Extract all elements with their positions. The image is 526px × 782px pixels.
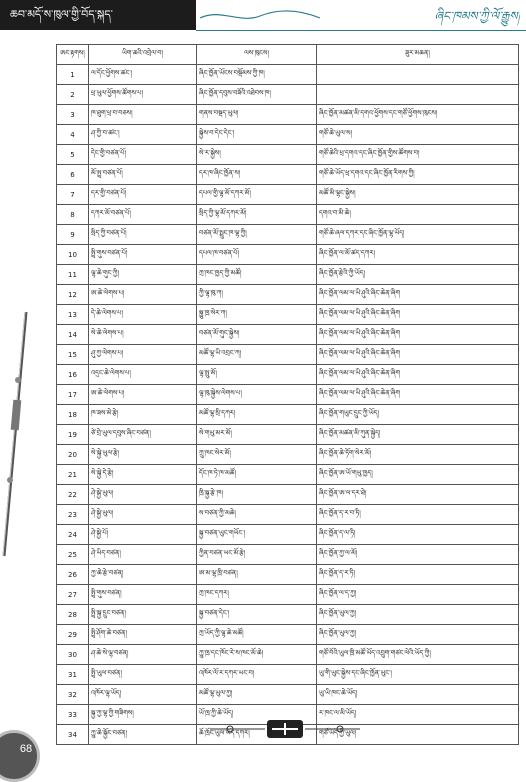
cell-number: 8: [57, 205, 89, 225]
cell-number: 2: [57, 85, 89, 105]
table-row: [57, 545, 519, 565]
cell-office: ཀྲ་ཁང་དཀར།: [197, 585, 317, 605]
cell-document: དེང་གྱི་བཙན་པོ།: [89, 145, 197, 165]
cell-office: དོང་ཁ་ཏེ་ཁ་མཚོ།: [197, 465, 317, 485]
cell-remarks: ཡུ་གི་ཡུང་སྐྱེས་དང་ཞིང་ཁྱོན་ཡུང་།: [317, 665, 519, 685]
cell-remarks: གཙོ་ཆེ་ཡོད་ཕྲ་དགའ་དང་ཞིང་ཁྱོན་རིགས་ཀྱི།: [317, 165, 519, 185]
header-divider: [196, 30, 526, 31]
cell-number: 17: [57, 385, 89, 405]
cell-office: དར་ཁ་ཞིང་ཁྱོན་ས།: [197, 165, 317, 185]
cell-number: 31: [57, 665, 89, 685]
cell-number: 16: [57, 365, 89, 385]
cell-remarks: ཞིང་ཁྱོན་ཡུལ་ཀྱ།: [317, 625, 519, 645]
cell-remarks: ཞིང་ཁྱོན་ཡུལ་ཀྱ།: [317, 605, 519, 625]
cell-number: 22: [57, 485, 89, 505]
cell-number: 30: [57, 645, 89, 665]
cell-office: སྐྱ་བཙན་ཡུང་གཡོང་།: [197, 525, 317, 545]
cell-number: 7: [57, 185, 89, 205]
cell-office: སེ་ར་སྐྱེས།: [197, 145, 317, 165]
cell-remarks: [317, 85, 519, 105]
cell-document: ཀྱ་ཆེ་རྩེ་བཙན།: [89, 565, 197, 585]
cell-remarks: མཚོ་མི་ལྷང་སྐྱེས།: [317, 185, 519, 205]
cell-remarks: ཞིང་ཁྱོན་ལམ་ལ་ཡི་ཤུའི་ཞིང་ཆེན་ཞིག: [317, 385, 519, 405]
table-row: [57, 405, 519, 425]
table-row: [57, 65, 519, 85]
cell-number: 4: [57, 125, 89, 145]
cell-number: 1: [57, 65, 89, 85]
table-row: [57, 525, 519, 545]
cell-office: དཔལ་གྱི་ལྷ་མོ་དཀར་མོ།: [197, 185, 317, 205]
table-row: [57, 625, 519, 645]
cell-office: མཚོ་ལྷ་སྲི་དཀར།: [197, 405, 317, 425]
cell-document: འཁོར་ལྷ་ཡོད།: [89, 685, 197, 705]
cell-number: 12: [57, 285, 89, 305]
table-row: [57, 685, 519, 705]
table-row: [57, 605, 519, 625]
cell-remarks: ཞིང་ཁྱོན་ཨ་ཡོ་གཡུ་ཁྱད།: [317, 465, 519, 485]
cell-document: སྤྲི་གུས་བཙན།: [89, 585, 197, 605]
document-table: [56, 44, 519, 745]
header-remarks: ཟུར་མཆན།: [317, 45, 519, 65]
cell-office: ལྷ་སྤུ་མོ།: [197, 365, 317, 385]
table-row: [57, 665, 519, 685]
cell-office: མཚོ་ལྷ་ཡི་འབྲང་ཀ།: [197, 345, 317, 365]
cell-document: ཕྲ་ཡུལ་ཕྱོགས་ཚོགས་པ།: [89, 85, 197, 105]
cell-number: 11: [57, 265, 89, 285]
cell-remarks: [317, 65, 519, 85]
cell-office: ཀྲ་ཡོད་ཀྱི་ལྷ་ཆེ་མཚོ།: [197, 625, 317, 645]
table-row: [57, 465, 519, 485]
table-row: [57, 645, 519, 665]
cell-document: སྲིད་ཀྱི་བཙན་པོ།: [89, 225, 197, 245]
cell-office: ས་བཙན་ཀྱི་མཆེ།: [197, 505, 317, 525]
table-row: [57, 425, 519, 445]
cell-office: ཆོ་ཁྲོང་ཡུལ་ཡོད་དཀར།: [197, 725, 317, 745]
table-row: [57, 185, 519, 205]
cell-office: བཙན་མོ་སྤྲུང་ཁ་ལྷ་ཀྱི།: [197, 225, 317, 245]
cell-remarks: ཞིང་ཁྱོན་ཆེ་ཏོག་སེར་མོ།: [317, 445, 519, 465]
table-row: [57, 345, 519, 365]
page-number: 68: [19, 743, 33, 755]
table-row: [57, 325, 519, 345]
pen-ornament-icon: [0, 310, 30, 560]
cell-number: 20: [57, 445, 89, 465]
header-document: ཡིག་ཆའི་འབྲེལ་བ།: [89, 45, 197, 65]
cell-number: 9: [57, 225, 89, 245]
cell-document: སྤྲི་གུས་བཙན་པོ།: [89, 245, 197, 265]
table-row: [57, 165, 519, 185]
cell-remarks: ཞིང་ཁྱོན་ལམ་ལ་ཡི་ཤུའི་ཞིང་ཆེན་ཞིག: [317, 285, 519, 305]
cell-remarks: ཞིང་ཁྱོན་གཡུང་དྲུང་ཀྱི་ཡོད།: [317, 405, 519, 425]
cell-document: ཤ་ཀྱི་བ་ཚང་།: [89, 125, 197, 145]
cell-number: 29: [57, 625, 89, 645]
cell-document: སྐྱ་ཀྱ་ལྷ་ཀྱི་གཟིགས།: [89, 705, 197, 725]
cell-office: སྲིད་ཀྱི་ལྷ་མོ་དཀར་མོ།: [197, 205, 317, 225]
header-swirl-ornament: [200, 8, 320, 24]
cell-remarks: ཞིང་ཁྱོན་ལམ་ལ་ཡི་ཤུའི་ཞིང་ཆེན་ཞིག: [317, 305, 519, 325]
cell-remarks: ཞིང་ཁྱོན་ལ་མོ་ཚད་དཀར།: [317, 245, 519, 265]
cell-remarks: གཙོ་ཆེ་ཞལ་དཀར་དང་ཞིང་ཁྱོན་ལྷ་ཡོད།: [317, 225, 519, 245]
cell-number: 5: [57, 145, 89, 165]
table-row: [57, 585, 519, 605]
table-row: [57, 385, 519, 405]
cell-office: ཀྱུ་ཁྲ་དང་ཁོང་རེ་ས་ཁང་མོ་ཆེ།: [197, 645, 317, 665]
cell-document: ཁ་ཐུག་ཕྲ་བ་བཅས།: [89, 105, 197, 125]
cell-number: 33: [57, 705, 89, 725]
table-row: [57, 445, 519, 465]
table-row: [57, 505, 519, 525]
cell-document: ཤེ་སྐྱེ་པོ།: [89, 525, 197, 545]
cell-number: 26: [57, 565, 89, 585]
cell-office: ཀྲུ་ཁང་སེར་མོ།: [197, 445, 317, 465]
cell-office: ལྷ་ཁུ་སྐྱེས་ལེགས་པ།: [197, 385, 317, 405]
table-header-row: [57, 45, 519, 65]
cell-remarks: ཞིང་ཁྱོན་ལམ་ལ་ཡི་ཤུའི་ཞིང་ཆེན་ཞིག: [317, 345, 519, 365]
cell-document: ཁ་ཟས་མེ་རྩེ།: [89, 405, 197, 425]
cell-office: ཀྲ་ཁང་ཁྱད་ཀྱི་མཚོ།: [197, 265, 317, 285]
cell-number: 13: [57, 305, 89, 325]
cell-document: ཤུ་ཀྱ་ལེགས་པ།: [89, 345, 197, 365]
header-title-left: ཆབ་མདོ་ས་ཁུལ་གྱི་བོད་སྐད་: [0, 0, 196, 30]
table-row: [57, 565, 519, 585]
cell-document: ཀྱུ་ཆེ་སྐྱོང་བཙན།: [89, 725, 197, 745]
footer-ornament: [210, 718, 360, 740]
cell-number: 23: [57, 505, 89, 525]
cell-office: ཀྱིན་བཙན་ཡང་མོ་རྩེ།: [197, 545, 317, 565]
cell-remarks: ར་ཁང་ལ་མི་ཡོད།: [317, 705, 519, 725]
header-number: ཨང་རྟགས།: [57, 45, 89, 65]
cell-remarks: ཞིང་ཁྱོན་ད་ར་ཏི།: [317, 565, 519, 585]
cell-remarks: ཞིང་ཁྱོན་རྩེའི་ཀྱི་ཡོད།: [317, 265, 519, 285]
cell-document: ཨ་ཆེ་ལེགས་པ།: [89, 385, 197, 405]
table-row: [57, 225, 519, 245]
cell-remarks: ཞིང་ཁྱོན་ཨ་ལ་དར་ཐེ།: [317, 485, 519, 505]
cell-remarks: ཞིང་ཁྱོན་ད་ལ་ཏི།: [317, 525, 519, 545]
cell-remarks: ཞིང་ཁྱོན་མཚན་མི་ཀུན་སྐྱེད།: [317, 425, 519, 445]
table-row: [57, 485, 519, 505]
cell-document: སྤྲི་ཡུལ་བཙན།: [89, 665, 197, 685]
cell-office: བཙན་མོ་གུང་སྐྱེས།: [197, 325, 317, 345]
cell-remarks: ཡུ་ཡི་ཁང་ཆེ་ཡོད།: [317, 685, 519, 705]
cell-document: མོ་སྤྲ་བཙན་པོ།: [89, 165, 197, 185]
cell-office: ཞིང་ཁྱོན་ཡོངས་བསྡོམས་ཀྱི་ཁ།: [197, 65, 317, 85]
table-row: [57, 245, 519, 265]
cell-remarks: གཙོ་ཆེའི་ཕྲ་དགའ་དང་ཞིང་ཁྱོན་གྱིས་ཚོགས་བ།: [317, 145, 519, 165]
cell-number: 28: [57, 605, 89, 625]
cell-number: 24: [57, 525, 89, 545]
cell-office: སྐྱུ་ཁྲ་སེར་ཀ།: [197, 305, 317, 325]
cell-remarks: གཙོ་ཆེ་ཡུལ་ས།: [317, 125, 519, 145]
cell-number: 18: [57, 405, 89, 425]
table-row: [57, 105, 519, 125]
cell-office: གནས་བསྡད་ཡུལ།: [197, 105, 317, 125]
cell-office: སྐྱ་བཙན་དེང་།: [197, 605, 317, 625]
cell-office: སྐྱེས་བ་དེང་དེང་།: [197, 125, 317, 145]
cell-document: སེ་སྐྱེ་དེ་རྩེ།: [89, 465, 197, 485]
cell-remarks: ཞིང་ཁྱོན་ལམ་ལ་ཡི་ཤུའི་ཞིང་ཆེན་ཞིག: [317, 325, 519, 345]
table-row: [57, 85, 519, 105]
cell-document: ཤེ་སྐྱེ་ཡུལ།: [89, 485, 197, 505]
cell-remarks: ཞིང་ཁྱོན་ད་ར་བ་ཏི།: [317, 505, 519, 525]
cell-document: དེ་ཆེ་ལེགས་པ།: [89, 305, 197, 325]
cell-document: སེ་སྐྱེ་ཡུལ་རྩེ།: [89, 445, 197, 465]
cell-number: 3: [57, 105, 89, 125]
cell-document: དར་གྱི་བཙན་པོ།: [89, 185, 197, 205]
table-row: [57, 145, 519, 165]
cell-document: ཨ་ཆེ་ལེགས་པ།: [89, 285, 197, 305]
cell-office: ཞིང་ཁྱོན་དབུས་བཟོའི་འཐེབས་ཁ།: [197, 85, 317, 105]
cell-remarks: ཞིང་ཁྱོན་ལ་ད་ཀྱ།: [317, 585, 519, 605]
table-row: [57, 265, 519, 285]
cell-office: ཀྱི་ལྷ་ཁུ་ཀ།: [197, 285, 317, 305]
cell-document: ལྷ་ཆེ་གུང་ཀྱི།: [89, 265, 197, 285]
cell-document: སེ་ཆེ་ལེགས་པ།: [89, 325, 197, 345]
cell-office: ཁྲི་སྐྱ་རྩེ་ཁ།: [197, 485, 317, 505]
cell-remarks: ཞིང་ཁྱོན་མཚན་མི་དགའ་ཕྱོགས་དང་གཙོ་ཕྱོགས་ཁུངས།: [317, 105, 519, 125]
cell-document: ཙེ་བྲེ་ཡུལ་དབུས་ཞིང་བཙན།: [89, 425, 197, 445]
page-number-badge: [0, 730, 40, 782]
cell-office: སེ་གཡུ་མར་མོ།: [197, 425, 317, 445]
cell-number: 6: [57, 165, 89, 185]
cell-document: འདྲང་ཆེ་ལེགས་པ།: [89, 365, 197, 385]
cell-office: ཨ་མ་ལྷ་ཁྲི་བཙན།: [197, 565, 317, 585]
cell-document: ཤ་ཆེ་སེ་ལྷ་བཙན།: [89, 645, 197, 665]
cell-office: ཡོ་ཁྲ་ཀྱི་ཆེ་ཡོད།: [197, 705, 317, 725]
cell-number: 14: [57, 325, 89, 345]
table-row: [57, 305, 519, 325]
cell-document: ཤེ་སྐྱེ་ཡུལ།: [89, 505, 197, 525]
cell-remarks: གཙོ་བོའི་ཡུལ་ཁྲི་མཚོ་ཡོད་འབྲུག་གཙང་ལེའི་ཡོད་ཀྱི།: [317, 645, 519, 665]
cell-document: སྤྲི་ཤོག་ཆེ་བཙན།: [89, 625, 197, 645]
cell-number: 25: [57, 545, 89, 565]
cell-remarks: ཞིང་ཁྱོན་ལམ་ལ་ཡི་ཤུའི་ཞིང་ཆེན་ཞིག: [317, 365, 519, 385]
header-office: ལས་ཁུངས།: [197, 45, 317, 65]
cell-document: ལ་དོང་ཕྱོགས་ཚང་།: [89, 65, 197, 85]
cell-number: 34: [57, 725, 89, 745]
cell-document: སྤྲི་སྐྱ་དྲུང་བཙན།: [89, 605, 197, 625]
cell-remarks: གཙོ་ཡོད་ཀྱི་ཡུལ།: [317, 725, 519, 745]
cell-office: འཁོར་ལོ་ར་དཀར་ཡང་བ།: [197, 665, 317, 685]
cell-number: 10: [57, 245, 89, 265]
cell-office: མཚོ་ལྷ་ཡུལ་ཀྱ།: [197, 685, 317, 705]
cell-remarks: ཞིང་ཁྱོན་ཀྱ་ལ་མོ།: [317, 545, 519, 565]
cell-document: ཤེ་ཡིད་བཙན།: [89, 545, 197, 565]
table-row: [57, 365, 519, 385]
cell-number: 21: [57, 465, 89, 485]
cell-number: 19: [57, 425, 89, 445]
table-row: [57, 205, 519, 225]
cell-office: དཔལ་ཁ་བཙན་པོ།: [197, 245, 317, 265]
cell-number: 15: [57, 345, 89, 365]
cell-document: དཀར་མོ་བཙན་པོ།: [89, 205, 197, 225]
cell-remarks: དགའ་བ་མི་ཆེ།: [317, 205, 519, 225]
table-row: [57, 125, 519, 145]
table-row: [57, 285, 519, 305]
cell-number: 32: [57, 685, 89, 705]
header-title-right: ཞིང་ཁམས་ཀྱི་ལོ་རྒྱུས།: [434, 9, 520, 23]
cell-number: 27: [57, 585, 89, 605]
